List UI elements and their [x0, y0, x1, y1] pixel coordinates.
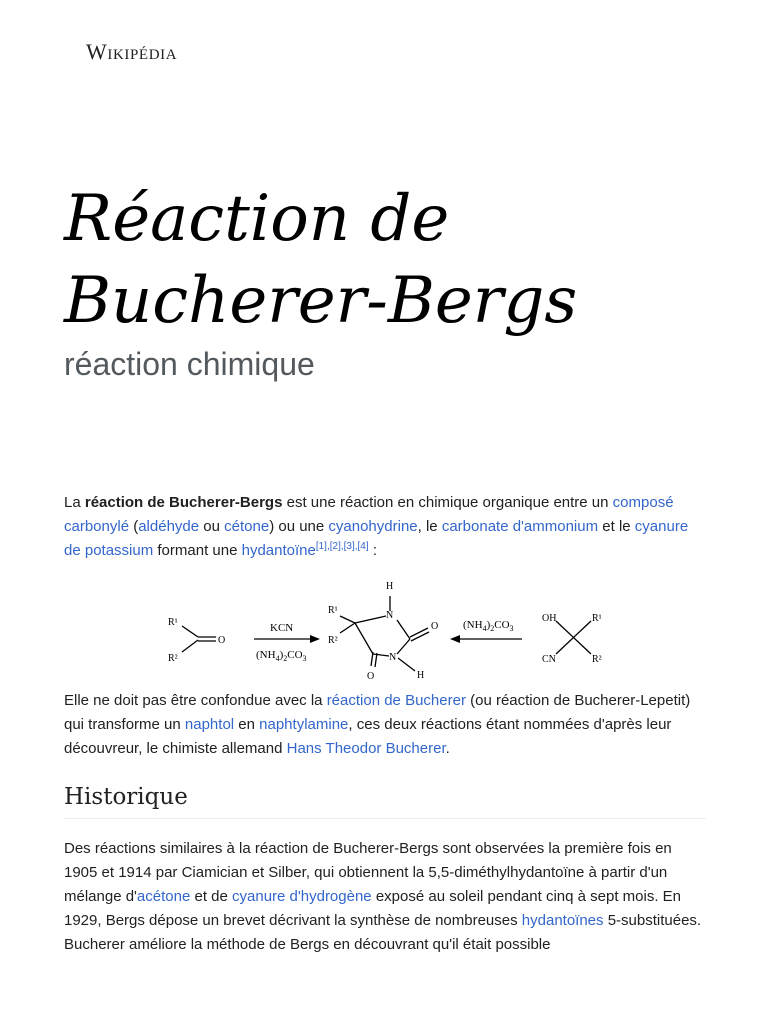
- link-cyanohydrine[interactable]: cyanohydrine: [328, 518, 418, 535]
- title-line-2: Bucherer-Bergs: [64, 264, 578, 338]
- link-acetone[interactable]: acétone: [136, 888, 191, 905]
- page-title: [64, 178, 744, 342]
- label-h-bottom: H: [417, 670, 425, 681]
- link-cyanure-potassium[interactable]: cyanure de potassium: [64, 518, 689, 559]
- label-o-bottom: O: [367, 671, 375, 682]
- label-r2-center: R²: [328, 635, 338, 646]
- intro-text: ou: [199, 518, 225, 535]
- para-text: (ou réaction de Bucherer-Lepetit) qui transforme un: [64, 692, 691, 733]
- reference-links[interactable]: [1],[2],[3],[4]: [315, 541, 369, 552]
- label-oh: OH: [542, 613, 557, 624]
- intro-text: ) ou une: [269, 518, 329, 535]
- label-r1-center: R¹: [328, 605, 338, 616]
- reagent-ammonium-carbonate: $(NH_4)_2CO_3$: [256, 649, 307, 663]
- intro-bold-term: réaction de Bucherer-Bergs: [84, 494, 283, 511]
- intro-text: formant une: [153, 542, 242, 559]
- intro-text: (: [129, 518, 139, 535]
- para-text: 5-substituées. Bucherer améliore la méthode de Bergs en découvrant qu'il était possible: [64, 912, 702, 953]
- intro-text: La: [64, 494, 85, 511]
- wikipedia-wordmark[interactable]: Wikipédia: [86, 39, 178, 64]
- intro-paragraph: [64, 491, 706, 563]
- label-r1-right: R¹: [592, 613, 602, 624]
- para-text: et de: [190, 888, 233, 905]
- link-aldehyde[interactable]: aldéhyde: [138, 518, 200, 535]
- link-cetone[interactable]: cétone: [224, 518, 270, 535]
- label-o-right: O: [431, 621, 439, 632]
- label-r1-left: R¹: [168, 617, 178, 628]
- intro-text: est une réaction en chimique organique entre un: [282, 494, 613, 511]
- para-text: .: [445, 740, 450, 757]
- intro-text: :: [368, 542, 377, 559]
- page-subtitle: réaction chimique: [64, 346, 315, 382]
- label-o-left: O: [218, 635, 226, 646]
- link-hans-theodor-bucherer[interactable]: Hans Theodor Bucherer: [286, 740, 446, 757]
- para-text: , ces deux réactions étant nommées d'après leur découvreur, le chimiste allemand: [64, 716, 672, 757]
- section-heading-historique: Historique: [64, 784, 706, 819]
- paragraph-confusion: [64, 689, 706, 761]
- link-compose-carbonyle[interactable]: composé carbonylé: [64, 494, 674, 535]
- link-naphtylamine[interactable]: naphtylamine: [259, 716, 349, 733]
- label-n-top: N: [386, 610, 394, 621]
- label-r2-left: R²: [168, 653, 178, 664]
- link-hydantoines[interactable]: hydantoïnes: [521, 912, 604, 929]
- label-n-bottom: N: [389, 652, 397, 663]
- para-text: exposé au soleil pendant cinq à sept mois. En 1929, Bergs dépose un brevet décrivant la synthèse de nombreuses: [64, 888, 682, 929]
- reaction-scheme-figure: [160, 576, 610, 684]
- intro-text: et le: [598, 518, 635, 535]
- link-naphtol[interactable]: naphtol: [184, 716, 235, 733]
- para-text: Elle ne doit pas être confondue avec la: [64, 692, 327, 709]
- intro-text: , le: [417, 518, 442, 535]
- para-text: Des réactions similaires à la réaction de Bucherer-Bergs sont observées la première fois en 1905 et 1914 par Ciamician et Silber, qui obtiennent la 5,5-diméthylhydantoïne à partir d'un mélange d': [64, 840, 672, 905]
- link-cyanure-hydrogene[interactable]: cyanure d'hydrogène: [232, 888, 372, 905]
- link-carbonate-ammonium[interactable]: carbonate d'ammonium: [441, 518, 599, 535]
- reagent-ammonium-carbonate-right: $(NH_4)_2CO_3$: [463, 619, 514, 633]
- link-hydantoine[interactable]: hydantoïne: [241, 542, 316, 559]
- label-cn: CN: [542, 654, 556, 665]
- label-r2-right: R²: [592, 654, 602, 665]
- para-text: en: [234, 716, 260, 733]
- label-h-top: H: [386, 581, 394, 592]
- title-line-1: Réaction de: [64, 182, 450, 256]
- reagent-kcn: KCN: [270, 622, 294, 634]
- paragraph-historique: [64, 837, 706, 957]
- link-reaction-bucherer[interactable]: réaction de Bucherer: [326, 692, 466, 709]
